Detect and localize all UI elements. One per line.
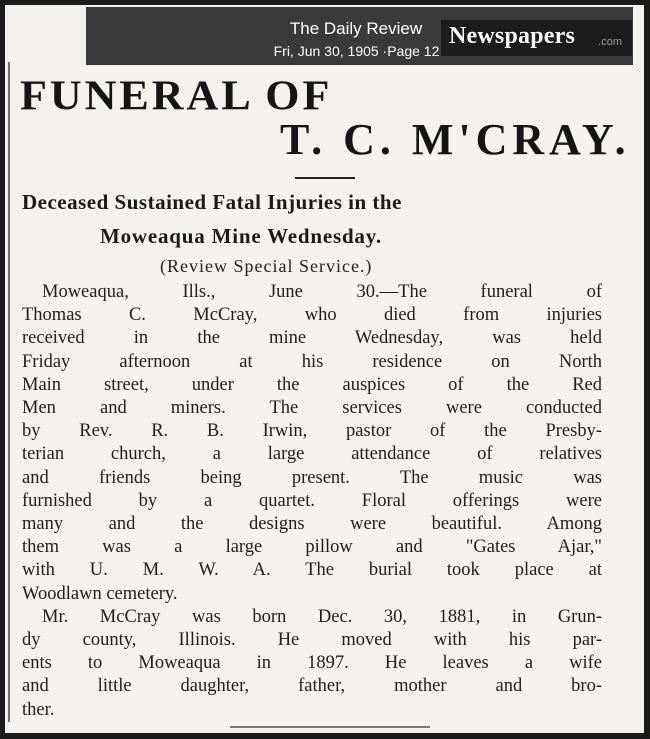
newspapers-logo[interactable] <box>441 20 632 56</box>
body-line: terian church, a large attendance of relatives <box>22 444 602 465</box>
body-line: received in the mine Wednesday, was held <box>22 328 602 349</box>
subheadline-line-2: Moweaqua Mine Wednesday. <box>100 224 382 248</box>
body-line: many and the designs were beautiful. Among <box>22 514 602 535</box>
body-line: Moweaqua, Ills., June 30.—The funeral of <box>42 282 602 302</box>
column-rule <box>8 62 10 722</box>
body-line: Thomas C. McCray, who died from injuries <box>22 305 602 326</box>
body-line: with U. M. W. A. The burial took place at <box>22 560 602 581</box>
headline-line-2: T. C. M'CRAY. <box>280 115 631 164</box>
headline-rule <box>295 177 355 179</box>
headline-line-1: FUNERAL OF <box>20 72 333 119</box>
body-line: Men and miners. The services were conducted <box>22 398 602 419</box>
body-line: them was a large pillow and "Gates Ajar," <box>22 537 602 558</box>
body-line: ents to Moweaqua in 1897. He leaves a wife <box>22 653 602 674</box>
body-line: Friday afternoon at his residence on North <box>22 351 602 372</box>
subheadline-line-1: Deceased Sustained Fatal Injuries in the <box>22 190 402 214</box>
body-line: by Rev. R. B. Irwin, pastor of the Presby- <box>22 421 602 442</box>
body-line: and little daughter, father, mother and bro- <box>22 676 602 697</box>
body-line: Main street, under the auspices of the Red <box>22 374 602 395</box>
dateline-service: (Review Special Service.) <box>160 256 373 276</box>
body-line: Mr. McCray was born Dec. 30, 1881, in Grun- <box>42 606 602 627</box>
body-line: furnished by a quartet. Floral offerings were <box>22 490 602 511</box>
body-line: dy county, Illinois. He moved with his par- <box>22 630 602 651</box>
bottom-rule <box>230 726 430 728</box>
body-line: and friends being present. The music was <box>22 467 602 488</box>
article-body <box>22 281 602 722</box>
body-line: ther. <box>22 699 55 720</box>
logo-suffix: .com <box>598 36 622 48</box>
newspaper-title: The Daily Review <box>289 19 423 38</box>
body-line: Woodlawn cemetery. <box>22 583 178 604</box>
logo-text: Newspapers <box>449 23 575 49</box>
publication-date: Fri, Jun 30, 1905 ·Page 12 <box>273 43 440 59</box>
